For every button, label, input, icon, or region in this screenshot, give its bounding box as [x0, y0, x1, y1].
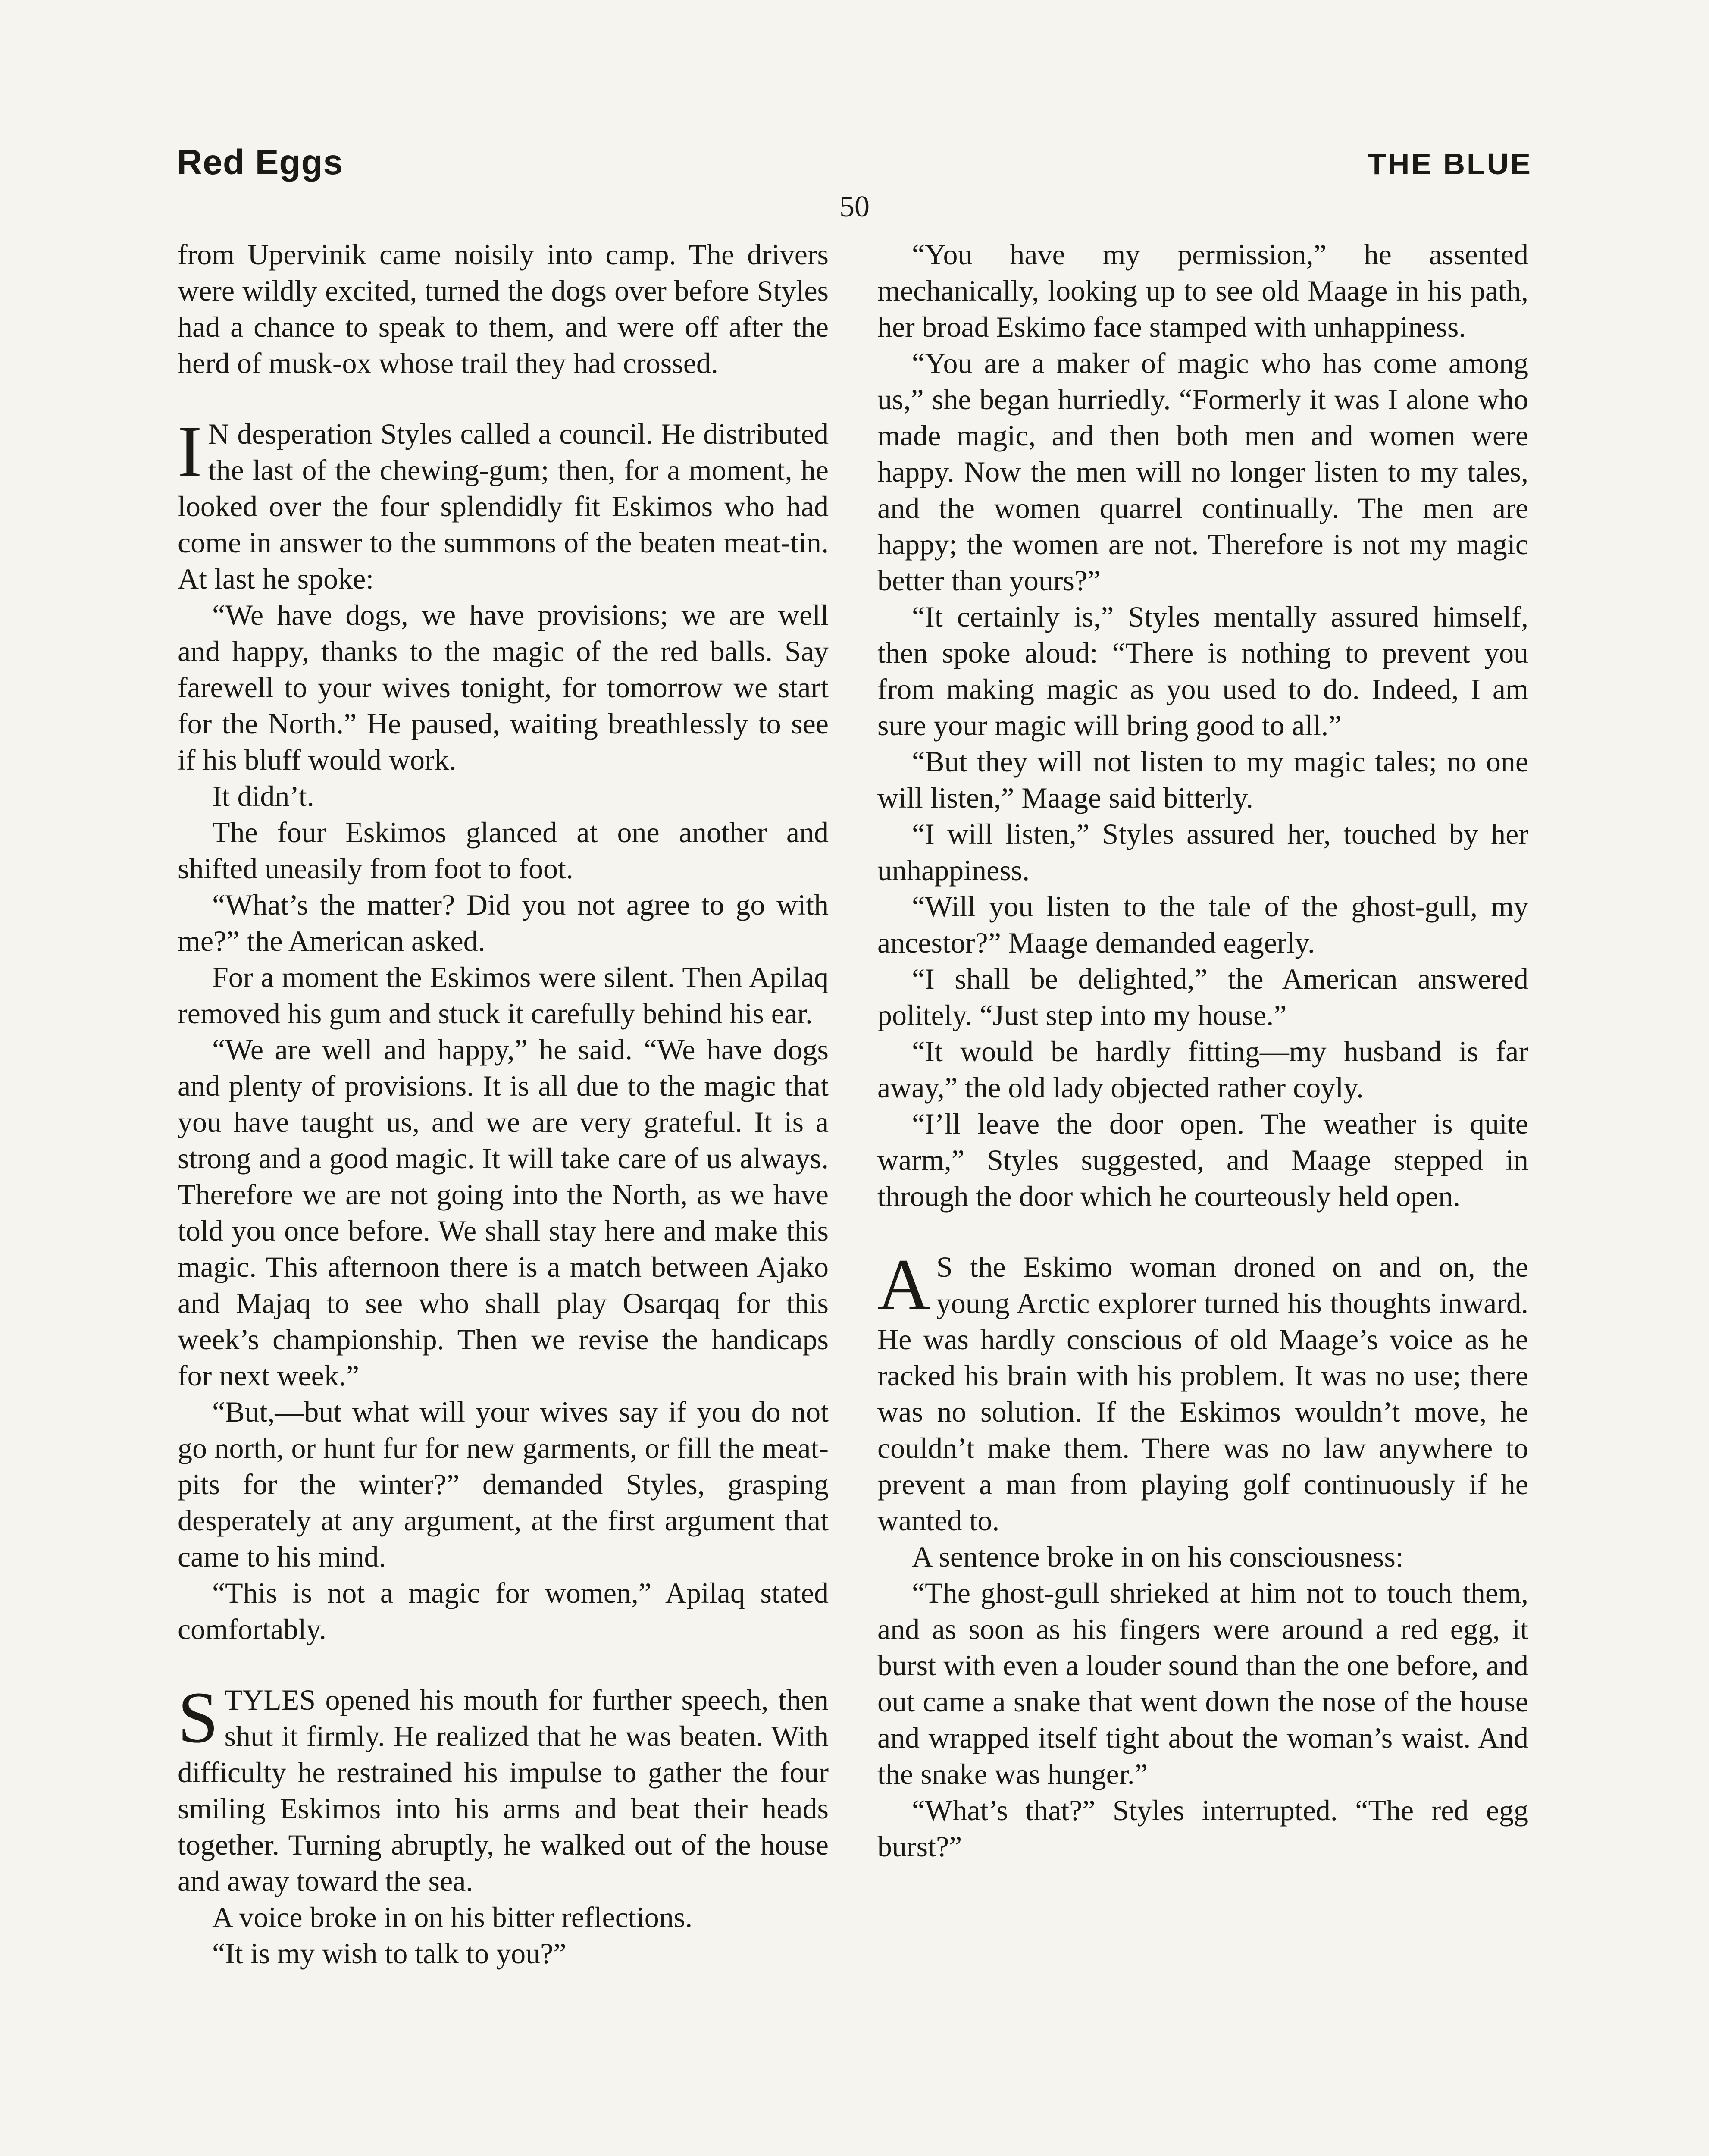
paragraph-text: A sentence broke in on his consciousness:	[912, 1540, 1404, 1573]
paragraph	[877, 236, 1528, 345]
paragraph-text: “It is my wish to talk to you?”	[212, 1937, 567, 1970]
paragraph	[178, 887, 829, 959]
paragraph	[178, 236, 829, 381]
paragraph-text: TYLES opened his mouth for further speech, then shut it firmly. He realized that he was beaten. With difficulty he restrained his impulse to gather the four smiling Eskimos into his arms and beat their heads together. Turning abruptly, he walked out of the house and away toward the sea.	[178, 1683, 829, 1897]
paragraph-text: “What’s the matter? Did you not agree to go with me?” the American asked.	[178, 888, 829, 957]
paragraph	[877, 888, 1528, 961]
paragraph	[877, 345, 1528, 599]
paragraph-text: “I shall be delighted,” the American answered politely. “Just step into my house.”	[877, 962, 1528, 1031]
paragraph-text: “What’s that?” Styles interrupted. “The red egg burst?”	[877, 1794, 1528, 1863]
paragraph-text: “We have dogs, we have provisions; we are well and happy, thanks to the magic of the red balls. Say farewell to your wives tonight, for tomorrow we start for the North.” He paused, waiting breathlessly to see if his bluff would work.	[178, 599, 829, 776]
paragraph-text: “The ghost-gull shrieked at him not to touch them, and as soon as his fingers were around a red egg, it burst with even a louder sound than the one before, and out came a snake that went down the nose of the house and wrapped itself tight about the woman’s waist. And the snake was hunger.”	[877, 1576, 1528, 1790]
paragraph	[877, 599, 1528, 743]
paragraph	[178, 1031, 829, 1394]
paragraph	[877, 1244, 1528, 1539]
paragraph-text: “It would be hardly fitting—my husband is far away,” the old lady objected rather coyly.	[877, 1035, 1528, 1104]
paragraph-text: “I will listen,” Styles assured her, touched by her unhappiness.	[877, 818, 1528, 887]
paragraph	[877, 961, 1528, 1033]
paragraph-text: “But,—but what will your wives say if you do not go north, or hunt fur for new garments, or fill the meat-pits for the winter?” demanded Styles, grasping desperately at any argument, at the first argument that came to his mind.	[178, 1395, 829, 1573]
paragraph	[877, 1106, 1528, 1214]
paragraph	[178, 959, 829, 1031]
paragraph	[877, 743, 1528, 816]
paragraph-text: “This is not a magic for women,” Apilaq stated comfortably.	[178, 1576, 829, 1645]
paragraph	[178, 814, 829, 887]
right-column	[877, 236, 1528, 1865]
paragraph	[877, 816, 1528, 888]
left-column	[178, 236, 829, 1971]
paragraph	[877, 1575, 1528, 1792]
drop-cap: S	[178, 1677, 219, 1758]
paragraph-text: “We are well and happy,” he said. “We have dogs and plenty of provisions. It is all due to the magic that you have taught us, and we are very grateful. It is a strong and a good magic. It will take care of us always. Therefore we are not going into the North, as we have told you once before. We shall stay here and make this magic. This afternoon there is a match between Ajako and Majaq to see who shall play Osarqaq for this week’s championship. Then we revise the handicaps for next week.”	[178, 1033, 829, 1392]
drop-cap: I	[178, 411, 202, 492]
paragraph	[178, 1394, 829, 1575]
paragraph	[178, 778, 829, 814]
paragraph-text: “I’ll leave the door open. The weather is quite warm,” Styles suggested, and Maage stepped in through the door which he courteously held open.	[877, 1107, 1528, 1213]
paragraph	[178, 411, 829, 597]
paragraph	[877, 1792, 1528, 1865]
paragraph-text: “You have my permission,” he assented mechanically, looking up to see old Maage in his path, her broad Eskimo face stamped with unhappiness.	[877, 238, 1528, 343]
drop-cap: A	[877, 1244, 930, 1325]
paragraph	[178, 1575, 829, 1647]
paragraph-text: “But they will not listen to my magic tales; no one will listen,” Maage said bitterly.	[877, 745, 1528, 814]
story-title: Red Eggs	[177, 143, 344, 182]
paragraph	[877, 1539, 1528, 1575]
paragraph-text: A voice broke in on his bitter reflections.	[212, 1901, 693, 1934]
paragraph	[178, 597, 829, 778]
paragraph-text: from Upervinik came noisily into camp. The drivers were wildly excited, turned the dogs over before Styles had a chance to speak to them, and were off after the herd of musk-ox whose trail they had crossed.	[178, 238, 829, 379]
paragraph-text: It didn’t.	[212, 780, 314, 812]
paragraph-text: “It certainly is,” Styles mentally assured himself, then spoke aloud: “There is nothing to prevent you from making magic as you used to do. Indeed, I am sure your magic will bring good to all.”	[877, 600, 1528, 742]
paragraph	[877, 1033, 1528, 1106]
paragraph-text: S the Eskimo woman droned on and on, the young Arctic explorer turned his thoughts inward. He was hardly conscious of old Maage’s voice as he racked his brain with his problem. It was no use; there was no solution. If the Eskimos wouldn’t move, he couldn’t make them. There was no law anywhere to prevent a man from playing golf continuously if he wanted to.	[877, 1250, 1528, 1537]
paragraph-text: “Will you listen to the tale of the ghost-gull, my ancestor?” Maage demanded eagerly.	[877, 890, 1528, 959]
paragraph	[178, 1935, 829, 1971]
paragraph-text: The four Eskimos glanced at one another and shifted uneasily from foot to foot.	[178, 816, 829, 885]
page-number: 50	[839, 190, 870, 223]
paragraph-text: For a moment the Eskimos were silent. Then Apilaq removed his gum and stuck it carefully behind his ear.	[178, 961, 829, 1030]
magazine-name: THE BLUE	[1368, 147, 1532, 181]
paragraph-text: N desperation Styles called a council. He distributed the last of the chewing-gum; then, for a moment, he looked over the four splendidly fit Eskimos who had come in answer to the summons of the beaten meat-tin. At last he spoke:	[178, 417, 829, 595]
paragraph-text: “You are a maker of magic who has come among us,” she began hurriedly. “Formerly it was I alone who made magic, and then both men and women were happy. Now the men will no longer listen to my tales, and the women quarrel continually. The men are happy; the women are not. Therefore is not my magic better than yours?”	[877, 347, 1528, 597]
paragraph	[178, 1899, 829, 1935]
paragraph	[178, 1677, 829, 1899]
